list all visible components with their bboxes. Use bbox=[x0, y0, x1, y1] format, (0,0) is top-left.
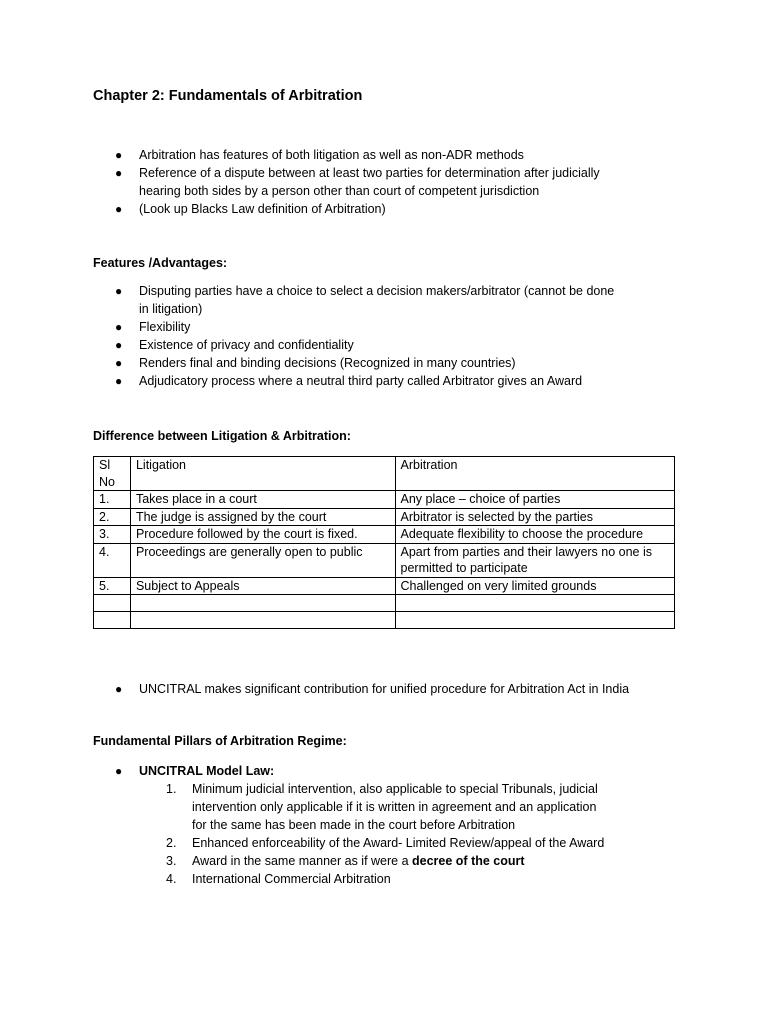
table-cell: 1. bbox=[94, 491, 131, 509]
table-cell: Arbitrator is selected by the parties bbox=[395, 508, 675, 526]
table-cell: 4. bbox=[94, 543, 131, 577]
table-row-empty bbox=[94, 612, 675, 629]
table-row bbox=[94, 543, 675, 577]
column-header-litigation: Litigation bbox=[130, 457, 395, 491]
table-cell bbox=[130, 612, 395, 629]
table-header-row bbox=[94, 457, 675, 491]
intro-bullet-list bbox=[0, 146, 700, 218]
list-item: ● Arbitration has features of both litigation as well as non-ADR methods bbox=[115, 148, 524, 162]
table-cell: Procedure followed by the court is fixed. bbox=[130, 526, 395, 544]
table-row-empty bbox=[94, 595, 675, 612]
difference-heading: Difference between Litigation & Arbitration: bbox=[93, 429, 351, 443]
table-cell bbox=[94, 595, 131, 612]
table-cell: 2. bbox=[94, 508, 131, 526]
list-item: 1. Minimum judicial intervention, also applicable to special Tribunals, judicial intervention only applicable if it is written in agreement and an application for the same has been made in the court before Arbitration bbox=[166, 782, 598, 832]
table-row bbox=[94, 526, 675, 544]
list-item: 2. Enhanced enforceability of the Award- Limited Review/appeal of the Award bbox=[166, 836, 605, 850]
table-cell: Takes place in a court bbox=[130, 491, 395, 509]
table-cell: The judge is assigned by the court bbox=[130, 508, 395, 526]
features-heading: Features /Advantages: bbox=[93, 256, 228, 270]
uncitral-bullet-list bbox=[0, 680, 700, 698]
features-bullet-list bbox=[0, 282, 700, 390]
list-item: ● Reference of a dispute between at least two parties for determination after judicially hearing both sides by a person other than court of competent jurisdiction bbox=[115, 166, 600, 198]
column-header-sl-no: Sl No bbox=[94, 457, 131, 491]
column-header-arbitration: Arbitration bbox=[395, 457, 675, 491]
table-row bbox=[94, 508, 675, 526]
list-item: ● Disputing parties have a choice to select a decision makers/arbitrator (cannot be done in litigation) bbox=[115, 284, 615, 316]
list-item: 4. International Commercial Arbitration bbox=[166, 872, 391, 886]
table-cell bbox=[395, 612, 675, 629]
table-cell: Adequate flexibility to choose the procedure bbox=[395, 526, 675, 544]
list-item: ● UNCITRAL Model Law: bbox=[115, 764, 275, 778]
list-item: 3. Award in the same manner as if were a decree of the court bbox=[166, 854, 525, 868]
table-cell bbox=[130, 595, 395, 612]
pillars-heading: Fundamental Pillars of Arbitration Regime: bbox=[93, 734, 347, 748]
table-row bbox=[94, 577, 675, 595]
table-cell: 5. bbox=[94, 577, 131, 595]
list-item: ● Renders final and binding decisions (Recognized in many countries) bbox=[115, 356, 516, 370]
table-cell: Proceedings are generally open to public bbox=[130, 543, 395, 577]
bullet-icon: ● bbox=[115, 284, 123, 298]
table-cell: Apart from parties and their lawyers no one is permitted to participate bbox=[395, 543, 675, 577]
bullet-icon: ● bbox=[115, 166, 123, 180]
table-row bbox=[94, 491, 675, 509]
pillars-bullet-list bbox=[0, 762, 700, 780]
bullet-icon: ● bbox=[115, 374, 123, 388]
pillars-numbered-list bbox=[0, 780, 700, 888]
table-cell bbox=[395, 595, 675, 612]
bullet-icon: ● bbox=[115, 202, 123, 216]
difference-table bbox=[93, 456, 675, 629]
list-item: ● (Look up Blacks Law definition of Arbitration) bbox=[115, 202, 386, 216]
table-cell bbox=[94, 612, 131, 629]
bullet-icon: ● bbox=[115, 356, 123, 370]
list-item: ● Existence of privacy and confidentiality bbox=[115, 338, 354, 352]
list-item: ● Adjudicatory process where a neutral third party called Arbitrator gives an Award bbox=[115, 374, 583, 388]
bullet-icon: ● bbox=[115, 764, 123, 778]
bullet-icon: ● bbox=[115, 338, 123, 352]
table-cell: Any place – choice of parties bbox=[395, 491, 675, 509]
list-item: ● UNCITRAL makes significant contribution for unified procedure for Arbitration Act in India bbox=[115, 682, 630, 696]
table-cell: 3. bbox=[94, 526, 131, 544]
page-title: Chapter 2: Fundamentals of Arbitration bbox=[93, 88, 363, 104]
list-item: ● Flexibility bbox=[115, 320, 191, 334]
bullet-icon: ● bbox=[115, 682, 123, 696]
table-cell: Subject to Appeals bbox=[130, 577, 395, 595]
table-cell: Challenged on very limited grounds bbox=[395, 577, 675, 595]
bullet-icon: ● bbox=[115, 320, 123, 334]
bullet-icon: ● bbox=[115, 148, 123, 162]
